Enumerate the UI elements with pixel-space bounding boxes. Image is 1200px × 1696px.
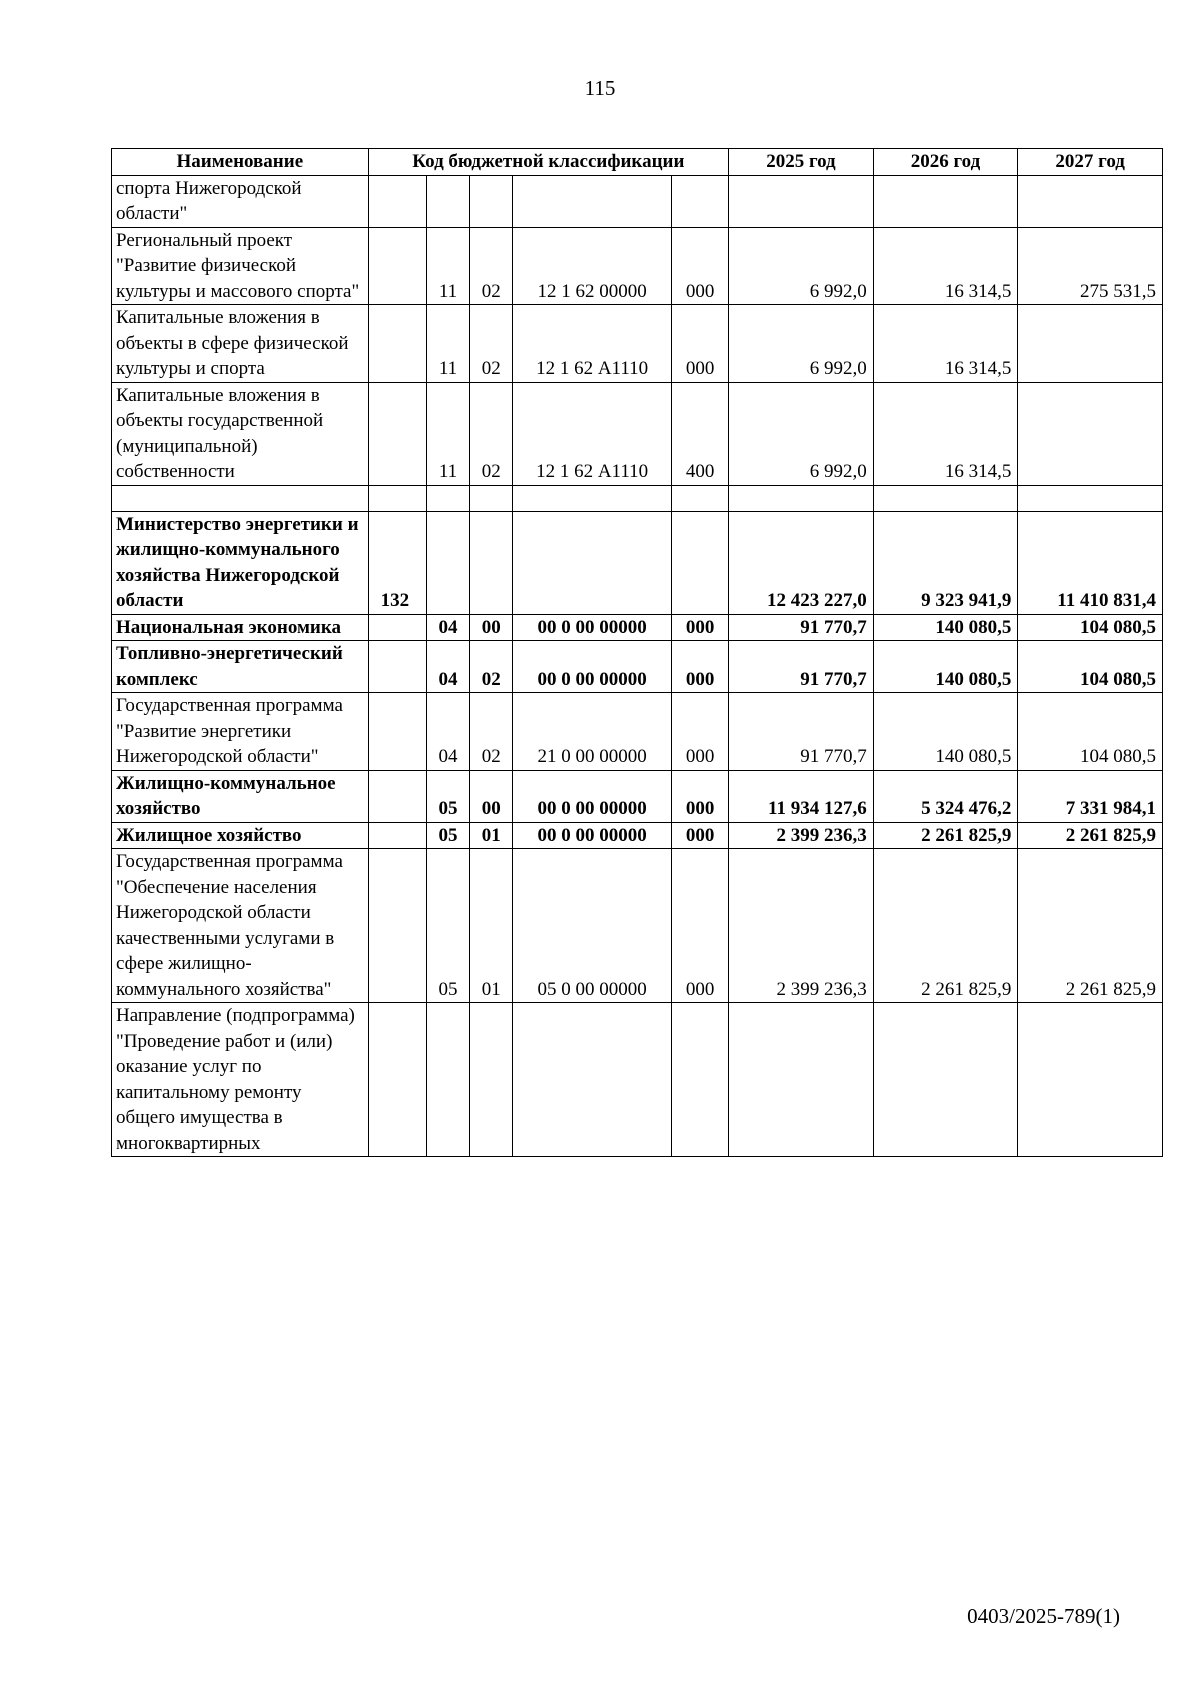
cell-expense-type: 000 (672, 693, 729, 771)
cell-2025: 91 770,7 (729, 693, 874, 771)
cell-2027: 104 080,5 (1018, 641, 1163, 693)
cell-admin-code (368, 641, 426, 693)
cell-subsection: 01 (470, 822, 513, 849)
cell-target-article: 12 1 62 00000 (513, 227, 672, 305)
header-2027: 2027 год (1018, 149, 1163, 176)
cell-2025: 6 992,0 (729, 382, 874, 485)
cell-subsection: 00 (470, 614, 513, 641)
cell-2025 (729, 1003, 874, 1157)
cell-2027: 104 080,5 (1018, 614, 1163, 641)
cell-admin-code (368, 485, 426, 511)
cell-2026 (873, 1003, 1018, 1157)
cell-expense-type (672, 175, 729, 227)
cell-2026 (873, 485, 1018, 511)
cell-name: Жилищное хозяйство (112, 822, 369, 849)
cell-2027 (1018, 485, 1163, 511)
cell-section: 11 (426, 382, 470, 485)
cell-admin-code (368, 382, 426, 485)
cell-2025: 6 992,0 (729, 227, 874, 305)
cell-section: 04 (426, 614, 470, 641)
cell-2027: 275 531,5 (1018, 227, 1163, 305)
cell-2027: 2 261 825,9 (1018, 822, 1163, 849)
cell-2025: 6 992,0 (729, 305, 874, 383)
cell-expense-type (672, 1003, 729, 1157)
cell-expense-type: 000 (672, 305, 729, 383)
cell-subsection: 01 (470, 849, 513, 1003)
cell-2027 (1018, 175, 1163, 227)
cell-subsection (470, 175, 513, 227)
cell-expense-type: 000 (672, 822, 729, 849)
cell-2026: 16 314,5 (873, 227, 1018, 305)
table-row (112, 822, 1163, 849)
cell-target-article (513, 175, 672, 227)
cell-2027: 11 410 831,4 (1018, 511, 1163, 614)
header-name: Наименование (112, 149, 369, 176)
cell-2025: 2 399 236,3 (729, 849, 874, 1003)
cell-section (426, 511, 470, 614)
cell-target-article: 00 0 00 00000 (513, 822, 672, 849)
cell-subsection: 02 (470, 693, 513, 771)
cell-target-article: 12 1 62 А1110 (513, 382, 672, 485)
cell-section (426, 175, 470, 227)
cell-section: 11 (426, 305, 470, 383)
cell-2026: 16 314,5 (873, 305, 1018, 383)
table-header (112, 149, 1163, 176)
budget-table (111, 148, 1163, 1157)
cell-name: Капитальные вложения в объекты государственной (муниципальной) собственности (112, 382, 369, 485)
cell-2026: 2 261 825,9 (873, 822, 1018, 849)
header-2026: 2026 год (873, 149, 1018, 176)
table-body (112, 175, 1163, 1157)
cell-name (112, 485, 369, 511)
cell-admin-code (368, 770, 426, 822)
table-row (112, 693, 1163, 771)
table-row (112, 511, 1163, 614)
cell-2025: 2 399 236,3 (729, 822, 874, 849)
cell-subsection: 02 (470, 641, 513, 693)
cell-section: 11 (426, 227, 470, 305)
cell-2026: 140 080,5 (873, 693, 1018, 771)
table-row (112, 227, 1163, 305)
table-row (112, 305, 1163, 383)
cell-target-article (513, 485, 672, 511)
cell-2027 (1018, 1003, 1163, 1157)
cell-target-article: 21 0 00 00000 (513, 693, 672, 771)
header-2025: 2025 год (729, 149, 874, 176)
cell-admin-code (368, 822, 426, 849)
cell-subsection: 00 (470, 770, 513, 822)
cell-2026 (873, 175, 1018, 227)
table-row (112, 1003, 1163, 1157)
cell-name: Национальная экономика (112, 614, 369, 641)
table-row (112, 641, 1163, 693)
cell-expense-type: 000 (672, 614, 729, 641)
cell-2027: 2 261 825,9 (1018, 849, 1163, 1003)
cell-admin-code (368, 175, 426, 227)
cell-expense-type: 000 (672, 227, 729, 305)
cell-2025: 12 423 227,0 (729, 511, 874, 614)
cell-expense-type: 000 (672, 849, 729, 1003)
cell-subsection (470, 485, 513, 511)
table-row (112, 770, 1163, 822)
cell-2027: 7 331 984,1 (1018, 770, 1163, 822)
cell-section (426, 485, 470, 511)
cell-expense-type: 000 (672, 770, 729, 822)
table-row (112, 382, 1163, 485)
cell-section: 05 (426, 770, 470, 822)
cell-target-article: 12 1 62 А1110 (513, 305, 672, 383)
cell-name: Государственная программа "Обеспечение населения Нижегородской области качественными услугами в сфере жилищно-коммунального хозяйства" (112, 849, 369, 1003)
cell-admin-code (368, 227, 426, 305)
header-code: Код бюджетной классификации (368, 149, 729, 176)
table-row (112, 849, 1163, 1003)
cell-name: Жилищно-коммунальное хозяйство (112, 770, 369, 822)
cell-subsection: 02 (470, 382, 513, 485)
cell-2026: 140 080,5 (873, 641, 1018, 693)
cell-name: Министерство энергетики и жилищно-коммунального хозяйства Нижегородской области (112, 511, 369, 614)
cell-2025: 91 770,7 (729, 614, 874, 641)
cell-2026: 9 323 941,9 (873, 511, 1018, 614)
cell-2026: 140 080,5 (873, 614, 1018, 641)
document-id: 0403/2025-789(1) (967, 1604, 1120, 1628)
cell-admin-code (368, 305, 426, 383)
cell-2025: 11 934 127,6 (729, 770, 874, 822)
cell-section: 04 (426, 641, 470, 693)
cell-2026: 16 314,5 (873, 382, 1018, 485)
table-row (112, 175, 1163, 227)
cell-section: 04 (426, 693, 470, 771)
cell-name: Топливно-энергетический комплекс (112, 641, 369, 693)
cell-section (426, 1003, 470, 1157)
cell-subsection (470, 1003, 513, 1157)
cell-admin-code (368, 1003, 426, 1157)
cell-admin-code (368, 693, 426, 771)
cell-name: спорта Нижегородской области" (112, 175, 369, 227)
cell-expense-type: 400 (672, 382, 729, 485)
cell-2026: 2 261 825,9 (873, 849, 1018, 1003)
cell-target-article: 00 0 00 00000 (513, 614, 672, 641)
cell-expense-type: 000 (672, 641, 729, 693)
page-number: 115 (584, 76, 616, 100)
cell-admin-code (368, 614, 426, 641)
cell-2025 (729, 175, 874, 227)
cell-target-article: 00 0 00 00000 (513, 770, 672, 822)
cell-name: Направление (подпрограмма) "Проведение работ и (или) оказание услуг по капитальному ремонту общего имущества в многоквартирных (112, 1003, 369, 1157)
cell-name: Капитальные вложения в объекты в сфере физической культуры и спорта (112, 305, 369, 383)
cell-subsection: 02 (470, 227, 513, 305)
cell-section: 05 (426, 849, 470, 1003)
cell-2027: 104 080,5 (1018, 693, 1163, 771)
cell-2025: 91 770,7 (729, 641, 874, 693)
cell-target-article (513, 511, 672, 614)
cell-2027 (1018, 382, 1163, 485)
cell-expense-type (672, 485, 729, 511)
cell-admin-code: 132 (368, 511, 426, 614)
cell-section: 05 (426, 822, 470, 849)
cell-name: Региональный проект "Развитие физической культуры и массового спорта" (112, 227, 369, 305)
cell-target-article: 05 0 00 00000 (513, 849, 672, 1003)
cell-2026: 5 324 476,2 (873, 770, 1018, 822)
cell-admin-code (368, 849, 426, 1003)
cell-2027 (1018, 305, 1163, 383)
table-row (112, 485, 1163, 511)
cell-name: Государственная программа "Развитие энергетики Нижегородской области" (112, 693, 369, 771)
cell-2025 (729, 485, 874, 511)
cell-expense-type (672, 511, 729, 614)
cell-subsection: 02 (470, 305, 513, 383)
cell-target-article (513, 1003, 672, 1157)
cell-target-article: 00 0 00 00000 (513, 641, 672, 693)
cell-subsection (470, 511, 513, 614)
table-row (112, 614, 1163, 641)
